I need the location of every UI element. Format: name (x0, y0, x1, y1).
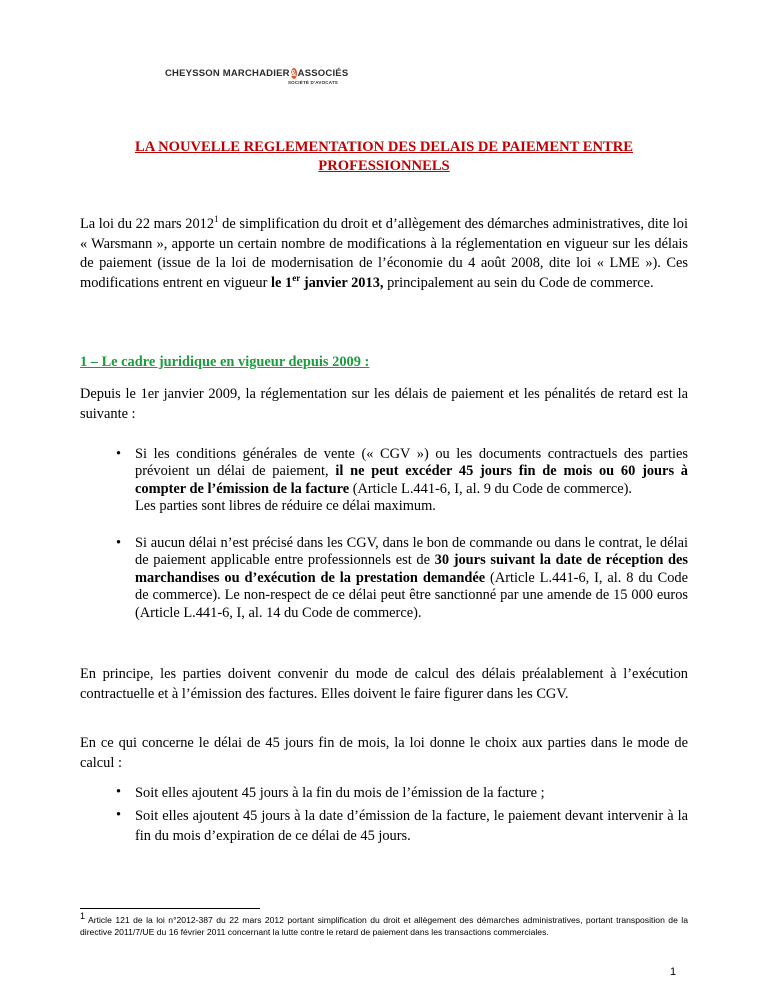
document-title (80, 138, 688, 176)
paragraph-4: En ce qui concerne le délai de 45 jours fin de mois, la loi donne le choix aux parties dans le mode de calcul : (80, 735, 688, 771)
intro-text-2: de simplification du droit et d’allègement des démarches administratives, dite loi « Warsmann », apporte un certain nombre de modifications à la réglementation en vigueur sur les délais de paiement (issue de la loi de modernisation de l’économie du 4 août 2008, dite loi « LME »). Ces modifications entrent en vigueur (80, 216, 688, 291)
logo-text-1: CHEYSSON MARCHADIER (165, 68, 290, 79)
intro-date-bold: le 1 (271, 274, 293, 291)
bullet1-line-2: Les parties sont libres de réduire ce délai maximum. (135, 498, 436, 515)
intro-text-1: La loi du 22 mars 2012 (80, 216, 215, 232)
footnote-divider (80, 908, 260, 909)
bullet1-text-2: (Article L.441-6, I, al. 9 du Code de commerce). (349, 480, 633, 497)
footnote (80, 911, 688, 938)
bullet-icon: • (116, 807, 122, 823)
title-line-2: PROFESSIONNELS (318, 158, 450, 174)
intro-date-sup: er (292, 272, 301, 283)
bullet-item-2 (135, 535, 688, 622)
page-number: 1 (670, 966, 677, 978)
bullet-icon: • (116, 784, 122, 800)
logo-subtitle: SOCIÉTÉ D'AVOCATS (287, 80, 338, 85)
section-1-heading: 1 – Le cadre juridique en vigueur depuis 2009 : (80, 354, 370, 370)
paragraph-2: Depuis le 1er janvier 2009, la réglementation sur les délais de paiement et les pénalités de retard est la suivante : (80, 386, 688, 422)
bullet-item-1 (135, 446, 688, 516)
intro-date-bold-2: janvier 2013, (300, 274, 384, 291)
footnote-ref-1: 1 (214, 214, 219, 225)
footnote-number: 1 (80, 911, 86, 922)
bullet2-text-1: Si aucun délai n’est précisé dans les CGV, dans le bon de commande ou dans le contrat, le délai de paiement applicable entre professionnels est de (135, 535, 688, 569)
bullet1-text-1: Si les conditions générales de vente (« CGV ») ou les documents contractuels des parties prévoient un délai de paiement, (135, 446, 688, 480)
bullet-icon: • (116, 535, 122, 551)
title-line-1: LA NOUVELLE REGLEMENTATION DES DELAIS DE PAIEMENT ENTRE (134, 139, 634, 155)
bullet1-bold: il ne peut excéder 45 jours fin de mois ou 60 jours à compter de l’émission de la facture (135, 463, 688, 497)
logo-text-2: ASSOCIÉS (297, 68, 349, 79)
logo-ampersand: & (290, 69, 297, 78)
bullet2-bold: 30 jours suivant la date de réception des marchandises ou d’exécution de la prestation demandée (135, 552, 688, 586)
intro-text-3: principalement au sein du Code de commerce. (383, 274, 654, 291)
firm-logo (165, 68, 349, 85)
calc-option-1: Soit elles ajoutent 45 jours à la fin du mois de l’émission de la facture ; (135, 785, 545, 801)
calc-option-2: Soit elles ajoutent 45 jours à la date d’émission de la facture, le paiement devant intervenir à la fin du mois d’expiration de ce délai de 45 jours. (135, 808, 688, 844)
intro-paragraph (80, 215, 688, 293)
paragraph-3: En principe, les parties doivent convenir du mode de calcul des délais préalablement à l’exécution contractuelle et à l’émission des factures. Elles doivent le faire figurer dans les CGV. (80, 666, 688, 702)
bullet-icon: • (116, 446, 122, 462)
footnote-text: Article 121 de la loi n°2012-387 du 22 mars 2012 portant simplification du droit et allègement des démarches administratives, portant transposition de la directive 2011/7/UE du 16 février 2011 concernant la lutte contre le retard de paiement dans les transactions commerciales. (80, 915, 688, 937)
bullet2-text-2: (Article L.441-6, I, al. 8 du Code de commerce). Le non-respect de ce délai peut être sanctionné par une amende de 15 000 euros (Article L.441-6, I, al. 14 du Code de commerce). (135, 569, 688, 621)
